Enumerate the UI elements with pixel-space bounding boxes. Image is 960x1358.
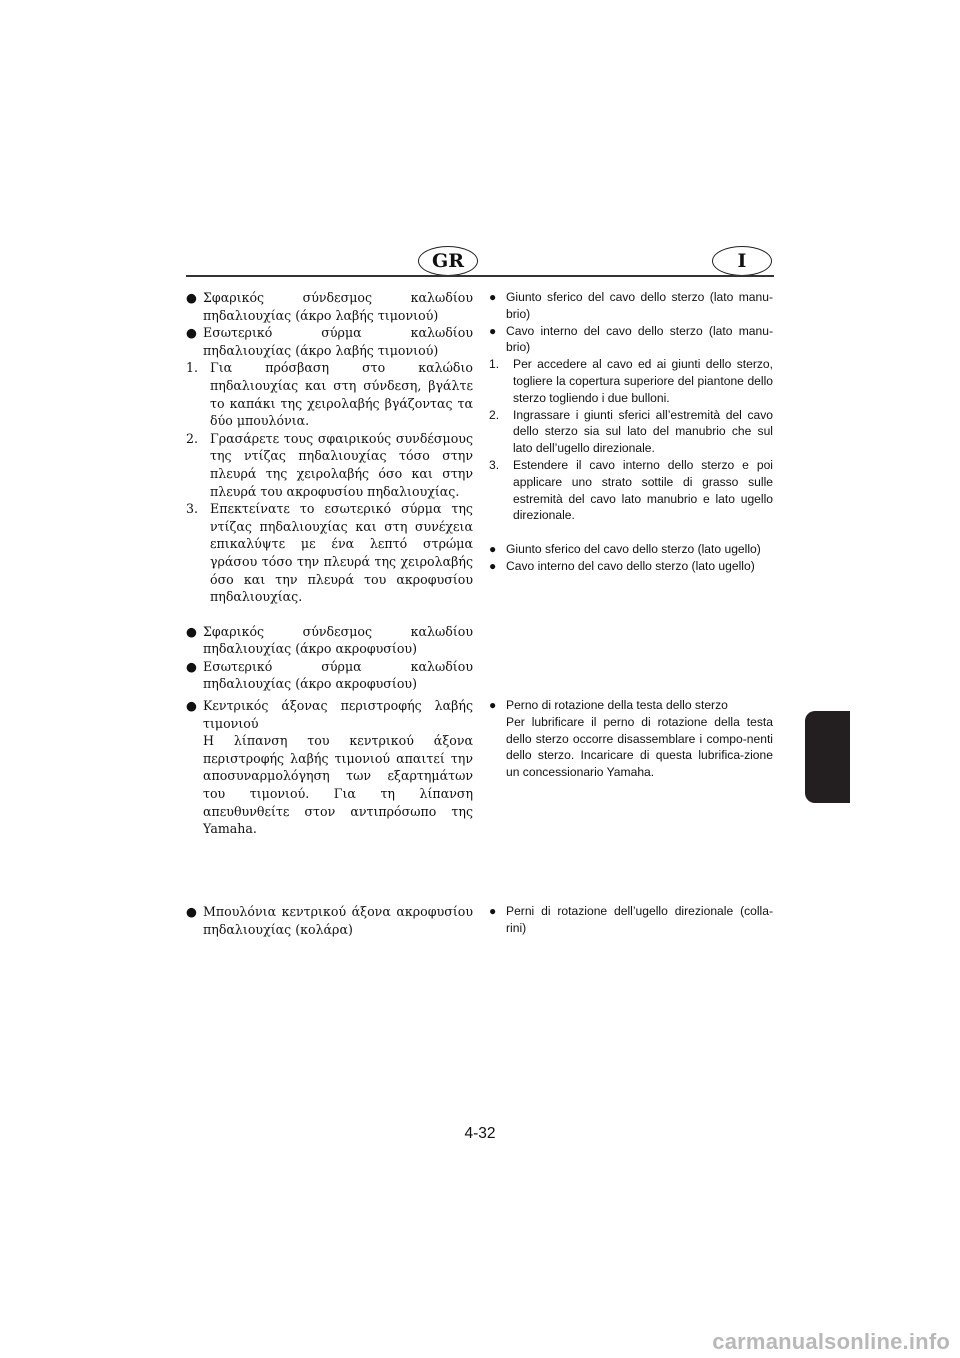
gr-section-nozzle — [186, 903, 473, 938]
list-item: ● Giunto sferico del cavo dello sterzo (lato ugello) — [489, 542, 761, 557]
page-number: 4-32 — [464, 1125, 496, 1142]
language-badge-gr: GR — [418, 246, 478, 276]
step-item: 1. Για πρόσβαση στο καλώδιο πηδαλιουχίας και στη σύνδεση, βγάλτε το καπάκι της χειρολαβής βγάζοντας τα δύο μπουλόνια. — [186, 360, 473, 429]
bullet-icon: ● — [186, 904, 197, 919]
list-item: ● Σφαρικός σύνδεσμος καλωδίου πηδαλιουχίας (άκρο λαβής τιμονιού) — [186, 290, 473, 323]
list-item: ● Cavo interno del cavo dello sterzo (lato manu-brio) — [489, 323, 773, 355]
bullet-icon: ● — [489, 698, 497, 712]
header-rule — [186, 275, 774, 277]
bullet-icon: ● — [489, 323, 497, 338]
it-section-nozzle — [489, 903, 773, 937]
list-item: ● Σφαρικός σύνδεσμος καλωδίου πηδαλιουχίας (άκρο ακροφυσίου) — [186, 623, 473, 657]
step-item: 2. Γρασάρετε τους σφαιρικούς συνδέσμους της ντίζας πηδαλιουχίας τόσο στην πλευρά της χειρολαβής όσο και στην πλευρά του ακροφυσίου πηδαλιουχίας. — [186, 430, 473, 499]
bullet-icon: ● — [186, 623, 197, 639]
gr-section-pivot — [186, 697, 473, 838]
bullet-icon: ● — [489, 904, 497, 918]
list-item: ● Εσωτερικό σύρμα καλωδίου πηδαλιουχίας (άκρο λαβής τιμονιού) — [186, 325, 473, 358]
list-item: ● Perni di rotazione dell’ugello direzionale (colla-rini) — [489, 904, 773, 935]
step-item: 1. Per accedere al cavo ed ai giunti dello sterzo, togliere la copertura superiore del piantone dello sterzo togliendo i due bulloni. — [489, 357, 773, 405]
list-item: ● Perno di rotazione della testa dello sterzo Per lubrificare il perno di rotazione della testa dello sterzo occorre disassemblare i compo-nenti dello sterzo. Incaricare di questa lubrifica-zione un concessionario Yamaha. — [489, 698, 773, 780]
step-item: 2. Ingrassare i giunti sferici all’estremità del cavo dello sterzo sia sul lato del manubrio che sul lato dell’ugello direzionale. — [489, 407, 773, 456]
bullet-icon: ● — [186, 290, 197, 305]
list-item: ● Εσωτερικό σύρμα καλωδίου πηδαλιουχίας (άκρο ακροφυσίου) — [186, 658, 473, 692]
it-section-cable — [489, 289, 773, 575]
bullet-icon: ● — [186, 325, 197, 341]
bullet-icon: ● — [186, 698, 197, 713]
bullet-icon: ● — [489, 558, 497, 573]
bullet-icon: ● — [489, 542, 497, 557]
step-item: 3. Estendere il cavo interno dello sterzo e poi applicare uno strato sottile di grasso sulle estremità del cavo lato manubrio e lato ugello direzionale. — [489, 457, 773, 523]
bullet-icon: ● — [186, 658, 197, 674]
it-section-pivot — [489, 697, 773, 781]
step-item: 3. Επεκτείνατε το εσωτερικό σύρμα της ντίζας πηδαλιουχίας και στη συνέχεια επικαλύψτε με ένα λεπτό στρώμα γράσου τόσο την πλευρά της χειρολαβής όσο και την πλευρά του ακροφυσίου πηδαλιουχίας. — [186, 501, 473, 605]
list-item: ● Κεντρικός άξονας περιστροφής λαβής τιμονιού Η λίπανση του κεντρικού άξονα περιστροφής λαβής τιμονιού απαιτεί την αποσυναρμολόγηση των εξαρτημάτων του τιμονιού. Για τη λίπανση απευθυνθείτε στον αντιπρόσωπο της Yamaha. — [186, 698, 473, 837]
watermark: carmanualsonline.info — [712, 1329, 950, 1354]
bullet-icon: ● — [489, 290, 497, 304]
list-item: ● Μπουλόνια κεντρικού άξονα ακροφυσίου πηδαλιουχίας (κολάρα) — [186, 904, 473, 937]
list-item: ● Cavo interno del cavo dello sterzo (lato ugello) — [489, 558, 755, 573]
chapter-tab — [805, 711, 850, 803]
gr-section-cable — [186, 289, 473, 693]
language-badge-i: I — [712, 246, 772, 276]
list-item: ● Giunto sferico del cavo dello sterzo (lato manu-brio) — [489, 290, 773, 321]
